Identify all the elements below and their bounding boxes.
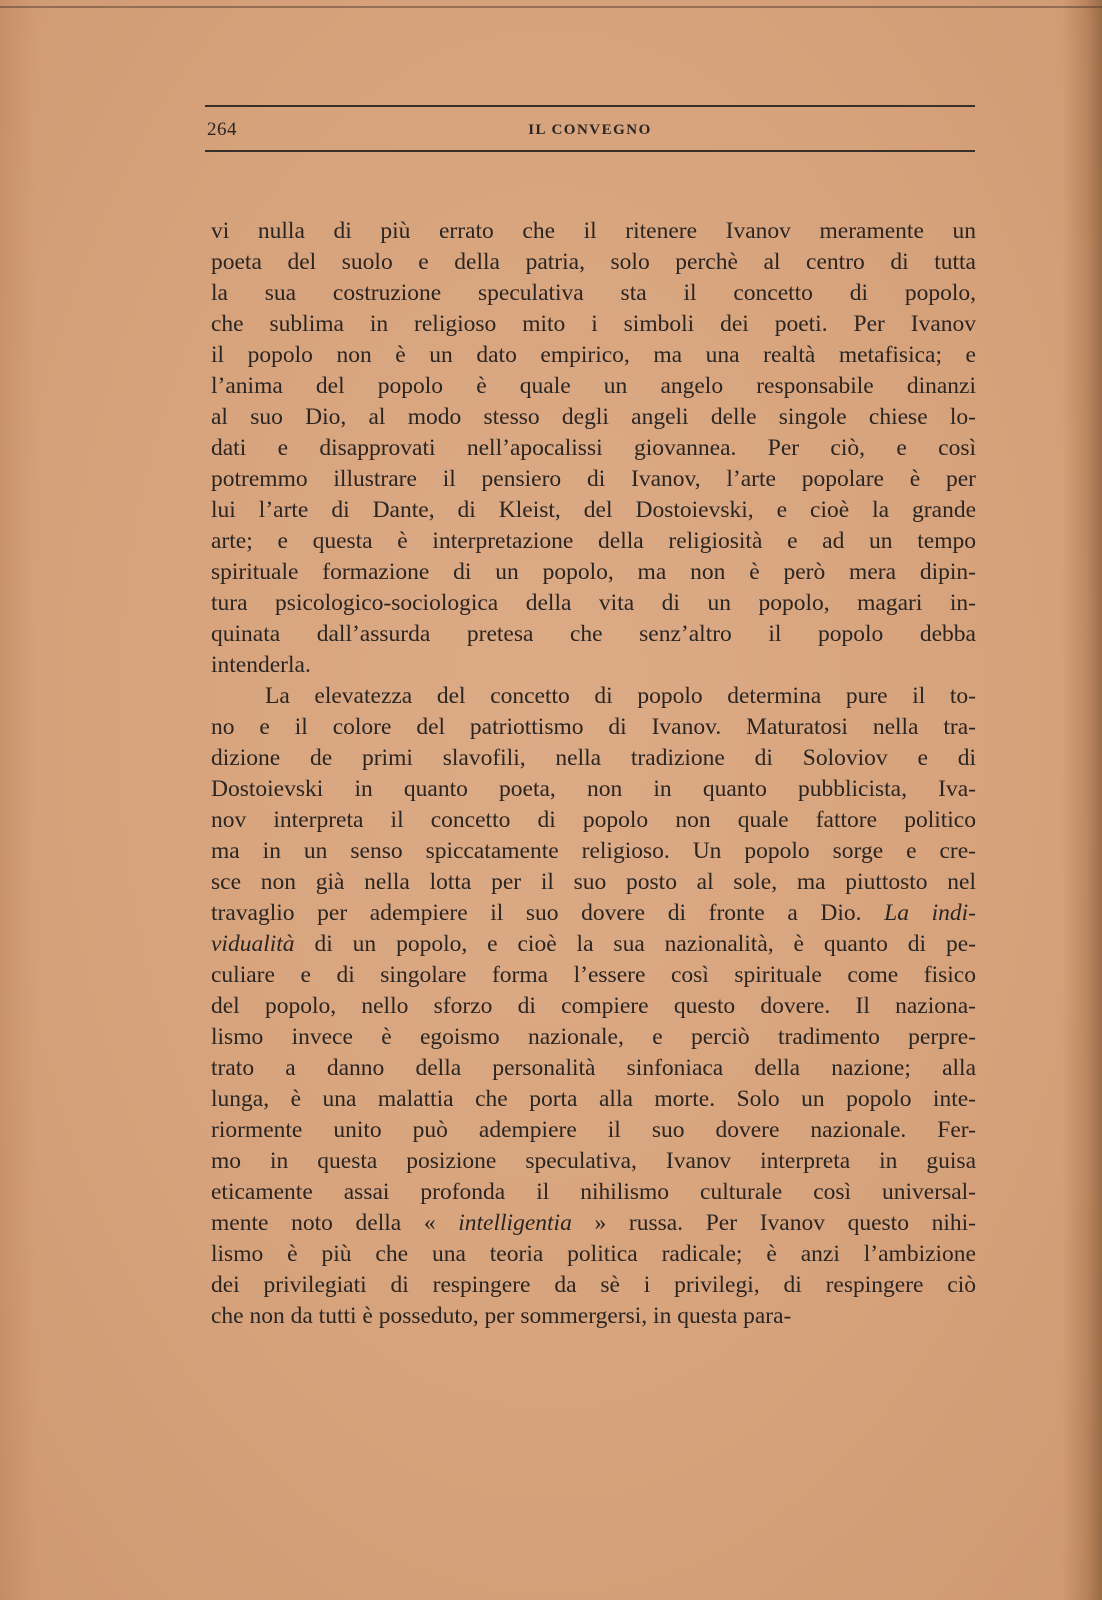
page-number: 264 [207, 119, 237, 140]
running-header [205, 105, 975, 153]
text-line: la sua costruzione speculativa sta il concetto di popolo, [211, 280, 976, 306]
running-title: IL CONVEGNO [528, 122, 652, 138]
text-line: al suo Dio, al modo stesso degli angeli delle singole chiese lo- [211, 404, 976, 430]
text-line: l’anima del popolo è quale un angelo responsabile dinanzi [211, 373, 976, 399]
text-line: culiare e di singolare forma l’essere così spirituale come fisico [211, 962, 976, 988]
header-rule-bottom [205, 150, 975, 152]
text-line: arte; e questa è interpretazione della religiosità e ad un tempo [211, 528, 976, 554]
text-line: La elevatezza del concetto di popolo determina pure il to- [265, 683, 976, 709]
text-line: il popolo non è un dato empirico, ma una realtà metafisica; e [211, 342, 976, 368]
text-line: spirituale formazione di un popolo, ma non è però mera dipin- [211, 559, 976, 585]
body-text [211, 216, 976, 1332]
text-line: riormente unito può adempiere il suo dovere nazionale. Fer- [211, 1117, 976, 1143]
text-line: dizione de primi slavofili, nella tradizione di Soloviov e di [211, 745, 976, 771]
text-line: che sublima in religioso mito i simboli dei poeti. Per Ivanov [211, 311, 976, 337]
page-shadow-left [0, 0, 36, 1600]
text-line: nov interpreta il concetto di popolo non quale fattore politico [211, 807, 976, 833]
text-line: lunga, è una malattia che porta alla morte. Solo un popolo inte- [211, 1086, 976, 1112]
text-line: no e il colore del patriottismo di Ivanov. Maturatosi nella tra- [211, 714, 976, 740]
text-line: lui l’arte di Dante, di Kleist, del Dostoievski, e cioè la grande [211, 497, 976, 523]
text-line: lismo è più che una teoria politica radicale; è anzi l’ambizione [211, 1241, 976, 1267]
text-line: potremmo illustrare il pensiero di Ivanov, l’arte popolare è per [211, 466, 976, 492]
text-line: dati e disapprovati nell’apocalissi giovannea. Per ciò, e così [211, 435, 976, 461]
text-line: vidualità di un popolo, e cioè la sua nazionalità, è quanto di pe- [211, 931, 976, 957]
page-shadow-right [1062, 0, 1102, 1600]
header-rule-top [205, 105, 975, 107]
text-line: dei privilegiati di respingere da sè i privilegi, di respingere ciò [211, 1272, 976, 1298]
scan-top-edge [0, 6, 1102, 8]
text-line: intenderla. [211, 652, 311, 678]
text-line: mente noto della « intelligentia » russa. Per Ivanov questo nihi- [211, 1210, 976, 1236]
text-line: poeta del suolo e della patria, solo perchè al centro di tutta [211, 249, 976, 275]
text-line: Dostoievski in quanto poeta, non in quanto pubblicista, Iva- [211, 776, 976, 802]
text-line: ma in un senso spiccatamente religioso. Un popolo sorge e cre- [211, 838, 976, 864]
text-line: travaglio per adempiere il suo dovere di fronte a Dio. La indi- [211, 900, 976, 926]
text-line: trato a danno della personalità sinfoniaca della nazione; alla [211, 1055, 976, 1081]
text-line: quinata dall’assurda pretesa che senz’altro il popolo debba [211, 621, 976, 647]
text-line: vi nulla di più errato che il ritenere Ivanov meramente un [211, 218, 976, 244]
text-line: tura psicologico-sociologica della vita di un popolo, magari in- [211, 590, 976, 616]
text-line: che non da tutti è posseduto, per sommergersi, in questa para- [211, 1303, 792, 1329]
text-line: lismo invece è egoismo nazionale, e perciò tradimento perpre- [211, 1024, 976, 1050]
text-line: eticamente assai profonda il nihilismo culturale così universal- [211, 1179, 976, 1205]
text-line: del popolo, nello sforzo di compiere questo dovere. Il naziona- [211, 993, 976, 1019]
text-line: sce non già nella lotta per il suo posto al sole, ma piuttosto nel [211, 869, 976, 895]
text-line: mo in questa posizione speculativa, Ivanov interpreta in guisa [211, 1148, 976, 1174]
